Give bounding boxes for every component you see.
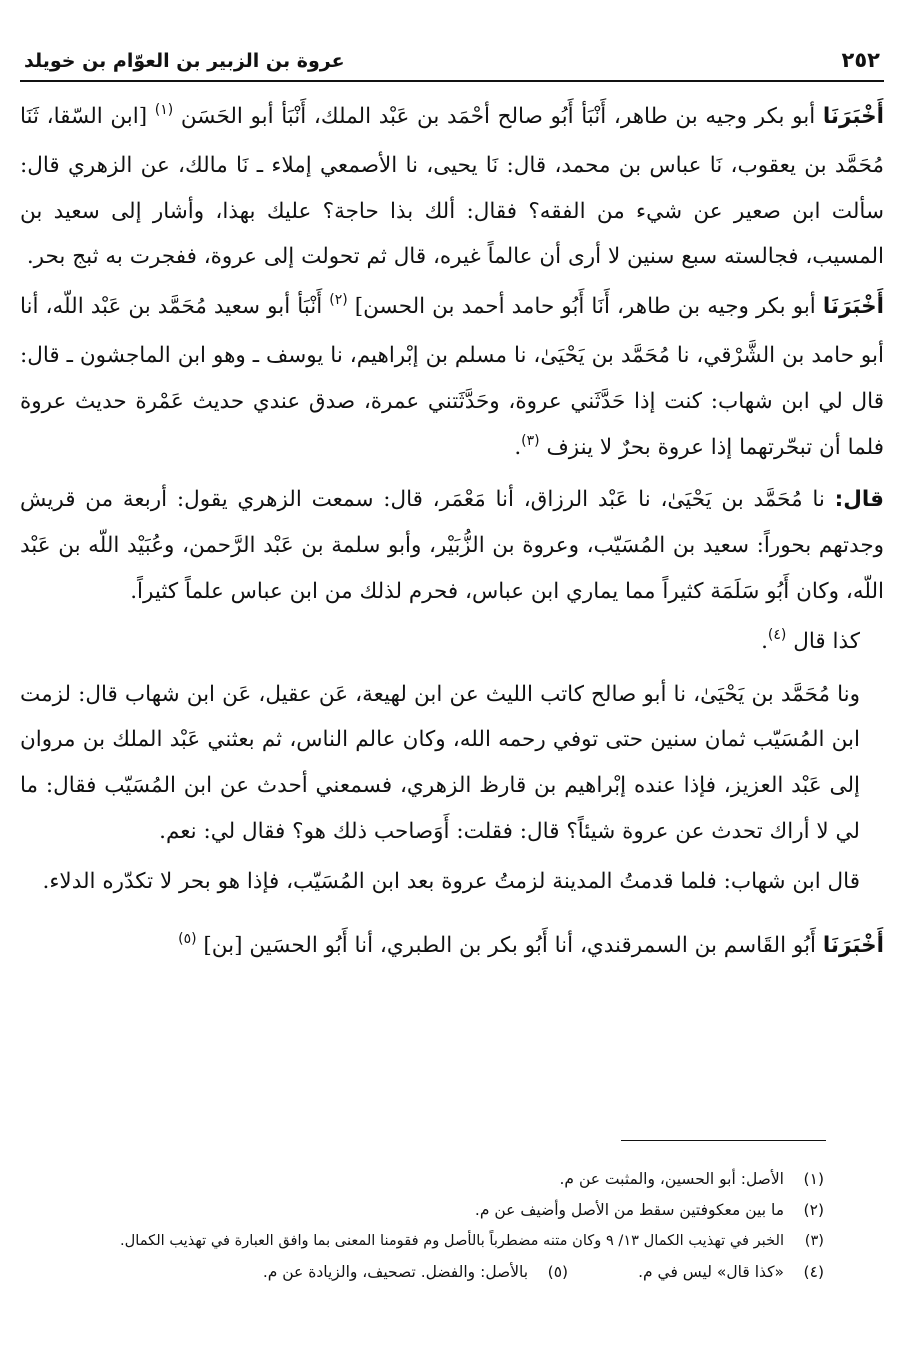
running-title: عروة بن الزبير بن العوّام بن خويلد <box>24 50 345 72</box>
footnote-ref: (١) <box>154 102 174 118</box>
main-text <box>20 94 884 971</box>
paragraph-text: [ابن السّقا، ثَنَا مُحَمَّد بن يعقوب، نَا عباس بن محمد، قال: نَا يحيى، نا الأصمعي إملاء ـ نَا مالك، عن الزهري قال: سألت ابن صعير عن شيء من الفقه؟ فقال: ألك بذا حاجة؟ عليك بهذا، وأشار إلى سعيد بن المسيب، فجالسته سبع سنين لا أرى أن عالماً غيره، قال ثم تحولت إلى عروة، ففجرت به ثبج بحر. <box>20 104 884 270</box>
paragraph-5 <box>20 672 884 855</box>
paragraph-text: أَنْبَأ أبو سعيد مُحَمَّد بن عَبْد اللّه، أنا أبو حامد بن الشَّرْقي، نا مُحَمَّد بن يَحْيَىٰ، نا مسلم بن إبْراهيم، نا يوسف ـ وهو ابن الماجشون ـ قال: قال لي ابن شهاب: كنت إذا حَدَّثَني عروة، وحَدَّثَتني عمرة، صدق عندي حديث عَمْرة حديث عروة فلما أن تبحّرتهما إذا عروة بحرٌ لا ينزف <box>20 294 884 460</box>
paragraph-lead: أَخْبَرَنَا <box>822 932 884 958</box>
footnotes <box>22 1163 824 1287</box>
paragraph-text: قال ابن شهاب: فلما قدمتُ المدينة لزمتُ عروة بعد ابن المُسَيّب، فإذا هو بحر لا تكدّره الدلاء. <box>42 868 860 894</box>
footnote-separator <box>621 1140 826 1141</box>
footnote-text: «كذا قال» ليس في م. <box>638 1262 784 1281</box>
footnote-number: (٤) <box>803 1262 824 1281</box>
footnote-text: بالأصل: والفضل. تصحيف، والزيادة عن م. <box>262 1262 529 1281</box>
footnote-number: (٢) <box>803 1200 824 1219</box>
footnote-number: (٥) <box>547 1262 569 1281</box>
paragraph-text: كذا قال <box>786 628 860 654</box>
paragraph-text: أَبُو القَاسم بن السمرقندي، أنا أَبُو بكر بن الطبري، أنا أَبُو الحسَين [بن] <box>196 932 823 958</box>
paragraph-text: نا مُحَمَّد بن يَحْيَىٰ، نا عَبْد الرزاق، أنا مَعْمَر، قال: سمعت الزهري يقول: أربعة من قريش وجدتهم بحوراً: سعيد بن المُسَيّب، وعروة بن الزُّبَيْر، وأبو سلمة بن عَبْد الرَّحمن، وعُبَيْد اللّه بن عَبْد اللّه، وكان أَبُو سَلَمَة كثيراً مما يماري ابن عباس، فحرم لذلك من ابن عباس علماً كثيراً. <box>20 487 884 604</box>
footnote <box>22 1163 824 1194</box>
paragraph-lead: أَخْبَرَنَا <box>822 104 885 129</box>
paragraph-4 <box>20 619 884 668</box>
footnote-text: الأصل: أبو الحسين، والمثبت عن م. <box>559 1169 784 1188</box>
footnote-text: ما بين معكوفتين سقط من الأصل وأضيف عن م. <box>474 1200 784 1219</box>
paragraph-3 <box>20 477 884 614</box>
paragraph-text: . <box>514 434 522 460</box>
footnote-ref: (٥) <box>178 930 197 947</box>
footnote-ref: (٢) <box>329 292 348 309</box>
paragraph-7 <box>20 923 884 972</box>
paragraph-text: . <box>761 628 768 654</box>
paragraph-lead: أَخْبَرَنَا <box>822 294 884 320</box>
paragraph-6 <box>20 859 884 905</box>
footnote-text: الخبر في تهذيب الكمال ١٣/ ٩ وكان متنه مضطرباً بالأصل وم فقومنا المعنى بما وافق العبارة في تهذيب الكمال. <box>120 1232 784 1249</box>
paragraph-text: أبو بكر وجيه بن طاهر، أَنَا أَبُو حامد أحمد بن الحسن] <box>347 294 823 320</box>
footnote <box>22 1256 824 1287</box>
page-header <box>20 48 884 82</box>
footnote <box>22 1194 824 1225</box>
footnote-number: (٣) <box>804 1232 824 1249</box>
paragraph-2 <box>20 284 884 473</box>
page-number: ٢٥٢ <box>841 48 880 72</box>
footnote-ref: (٣) <box>521 432 540 449</box>
footnote-ref: (٤) <box>767 626 787 643</box>
paragraph-lead: قال: <box>834 487 884 513</box>
paragraph-text: ونا مُحَمَّد بن يَحْيَىٰ، نا أبو صالح كاتب الليث عن ابن لهيعة، عَن عقيل، عَن ابن شهاب قال: لزمت ابن المُسَيّب ثمان سنين حتى توفي رحمه الله، وكان عالم الناس، ثم بعثني عَبْد الملك بن مروان إلى عَبْد العزيز، فإذا عنده إبْراهيم بن قارظ الزهري، فسمعني أحدث عن ابن المُسَيّب فقال: ما لي لا أراك تحدث عن عروة شيئاً؟ قال: فقلت: أَوَصاحب ذلك هو؟ فقال لي: نعم. <box>20 681 860 844</box>
paragraph-1 <box>20 94 884 280</box>
footnote-number: (١) <box>803 1169 824 1188</box>
paragraph-text: أبو بكر وجيه بن طاهر، أَنْبَأ أَبُو صالح أحْمَد بن عَبْد الملك، أَنْبَأ أبو الحَسَن <box>173 104 823 129</box>
footnote <box>22 1225 824 1256</box>
